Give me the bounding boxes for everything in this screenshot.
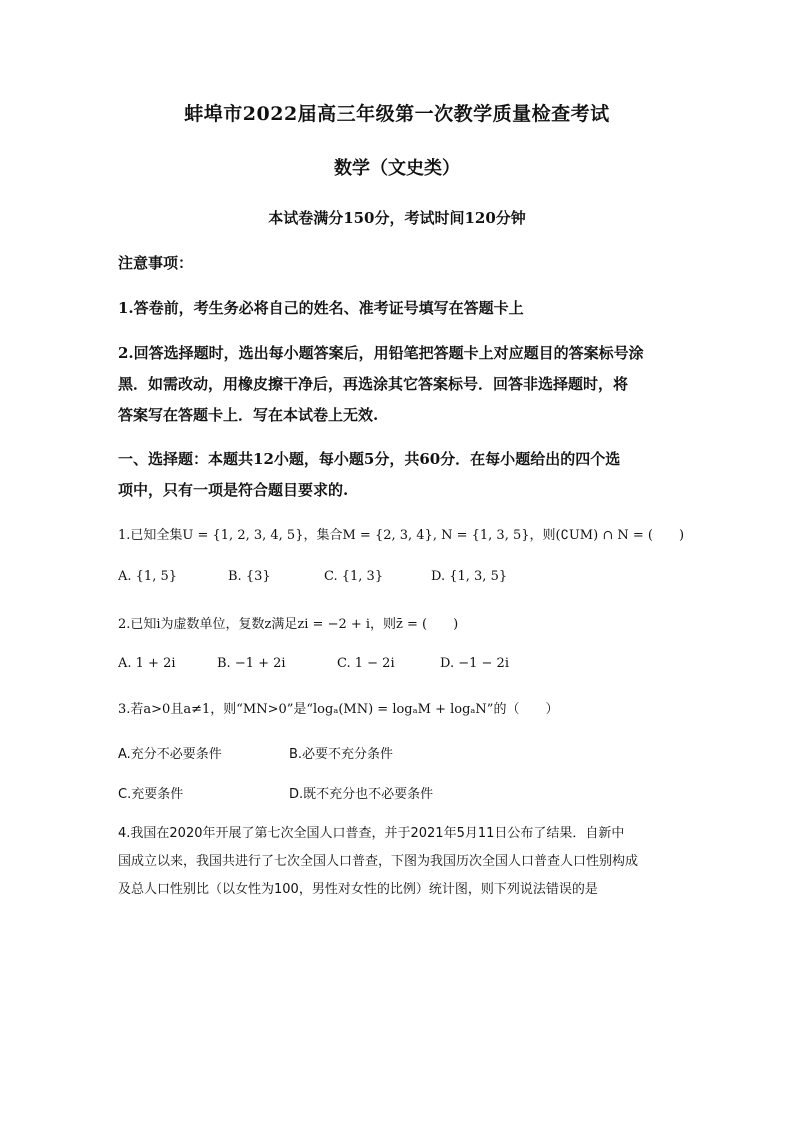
exam-info: 本试卷满分150分，考试时间120分钟 <box>268 209 526 227</box>
question-2-option-c: C. 1 − 2i <box>337 656 395 671</box>
question-3-option-a: A.充分不必要条件 <box>118 747 222 762</box>
section-heading-line-2: 项中，只有一项是符合题目要求的. <box>118 481 349 499</box>
notice-item-2-line-1: 2.回答选择题时，选出每小题答案后，用铅笔把答题卡上对应题目的答案标号涂 <box>118 344 644 362</box>
question-4-line-2: 国成立以来，我国共进行了七次全国人口普查，下图为我国历次全国人口普查人口性别构成 <box>118 854 639 869</box>
question-4-line-1: 4.我国在2020年开展了第七次全国人口普查，并于2021年5月11日公布了结果．自新中 <box>118 826 625 841</box>
notice-item-2-line-3: 答案写在答题卡上．写在本试卷上无效. <box>118 406 379 424</box>
question-1-stem: 1.已知全集U = {1, 2, 3, 4, 5}，集合M = {2, 3, 4}, N = {1, 3, 5}，则(∁UM) ∩ N = ( ) <box>118 528 685 543</box>
question-3-option-d: D.既不充分也不必要条件 <box>289 787 434 802</box>
question-2-option-b: B. −1 + 2i <box>217 656 286 671</box>
question-1-option-b: B. {3} <box>228 569 271 584</box>
question-1-option-d: D. {1, 3, 5} <box>431 569 508 584</box>
question-1-option-c: C. {1, 3} <box>324 569 384 584</box>
question-2-option-a: A. 1 + 2i <box>118 656 176 671</box>
question-2-stem: 2.已知i为虚数单位，复数z满足zi = −2 + i，则z̄ = ( ) <box>118 617 459 632</box>
notice-heading: 注意事项： <box>118 254 194 272</box>
question-3-stem: 3.若a>0且a≠1，则“MN>0”是“logₐ(MN) = logₐM + logₐN”的（ ） <box>118 702 559 717</box>
exam-subtitle: 数学（文史类） <box>334 158 460 179</box>
question-3-option-b: B.必要不充分条件 <box>289 747 394 762</box>
question-1-option-a: A. {1, 5} <box>118 569 178 584</box>
notice-item-1: 1.答卷前，考生务必将自己的姓名、准考证号填写在答题卡上 <box>118 299 524 317</box>
notice-item-2-line-2: 黑．如需改动，用橡皮擦干净后，再选涂其它答案标号．回答非选择题时，将 <box>118 375 629 393</box>
question-2-option-d: D. −1 − 2i <box>440 656 509 671</box>
section-heading-line-1: 一、选择题：本题共12小题，每小题5分，共60分．在每小题给出的四个选 <box>118 450 621 468</box>
question-3-option-c: C.充要条件 <box>118 787 184 802</box>
exam-title: 蚌埠市2022届高三年级第一次教学质量检查考试 <box>184 103 610 125</box>
question-4-line-3: 及总人口性别比（以女性为100，男性对女性的比例）统计图，则下列说法错误的是 <box>118 882 598 897</box>
